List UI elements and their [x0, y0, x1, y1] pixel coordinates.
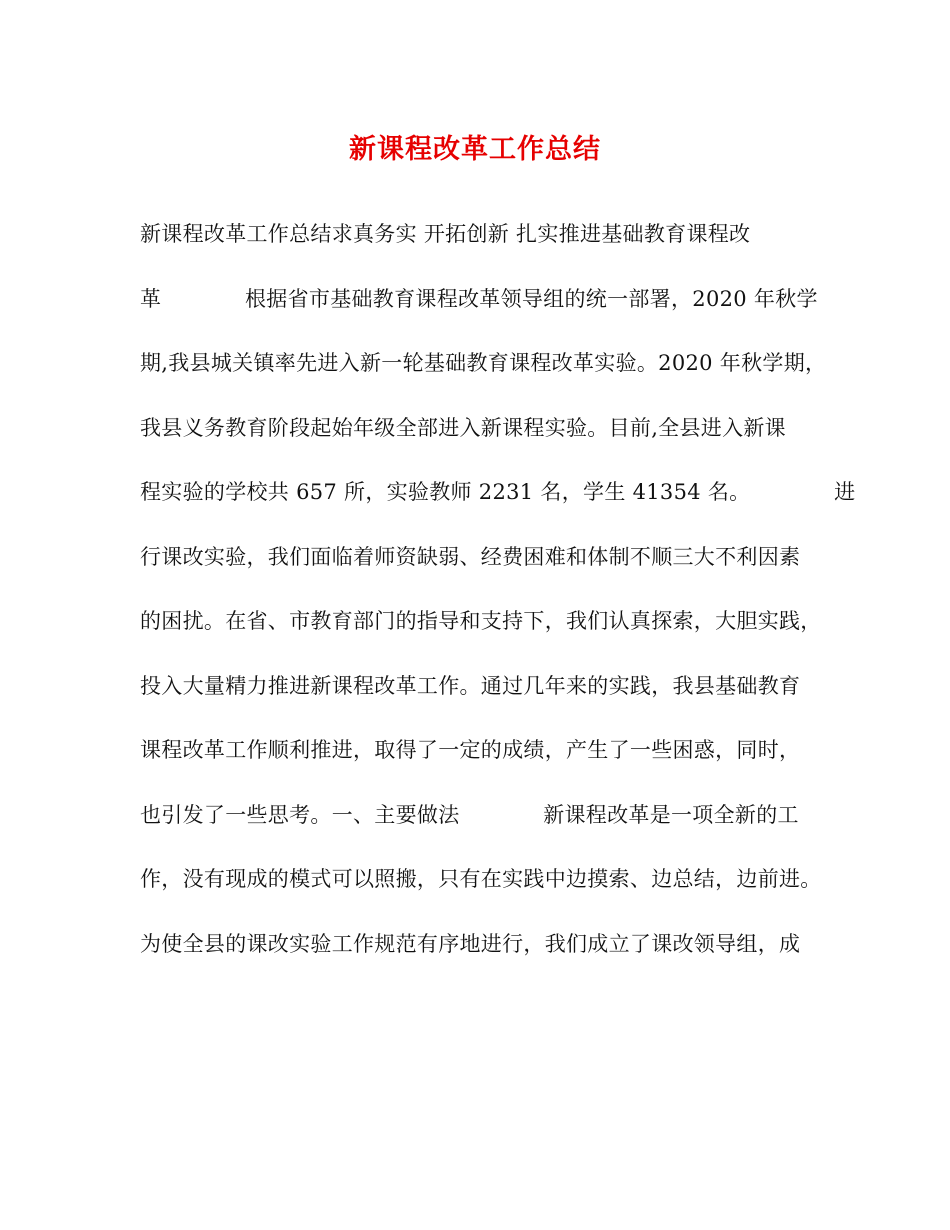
- document-title: 新课程改革工作总结: [349, 134, 601, 165]
- body-line: 新课程改革工作总结求真务实 开拓创新 扎实推进基础教育课程改: [140, 222, 751, 246]
- body-line: 为使全县的课改实验工作规范有序地进行，我们成立了课改领导组，成: [140, 931, 801, 956]
- body-line: 的困扰。在省、市教育部门的指导和支持下，我们认真探索，大胆实践，: [140, 609, 822, 633]
- body-line: 程实验的学校共 657 所，实验教师 2231 名，学生 41354 名。 进: [140, 480, 856, 504]
- body-line: 投入大量精力推进新课程改革工作。通过几年来的实践，我县基础教育: [140, 673, 801, 698]
- body-line: 期,我县城关镇率先进入新一轮基础教育课程改革实验。2020 年秋学期，: [140, 351, 827, 375]
- body-line: 作，没有现成的模式可以照搬，只有在实践中边摸索、边总结，边前进。: [140, 867, 822, 891]
- body-line: 课程改革工作顺利推进，取得了一定的成绩，产生了一些困惑，同时，: [140, 738, 801, 762]
- body-line: 革 根据省市基础教育课程改革领导组的统一部署，2020 年秋学: [140, 286, 818, 311]
- body-line: 行课改实验，我们面临着师资缺弱、经费困难和体制不顺三大不利因素: [140, 544, 801, 569]
- document-body: [140, 214, 856, 988]
- body-line: 也引发了一些思考。一、主要做法 新课程改革是一项全新的工: [140, 802, 799, 827]
- body-line: 我县义务教育阶段起始年级全部进入新课程实验。目前,全县进入新课: [140, 415, 786, 440]
